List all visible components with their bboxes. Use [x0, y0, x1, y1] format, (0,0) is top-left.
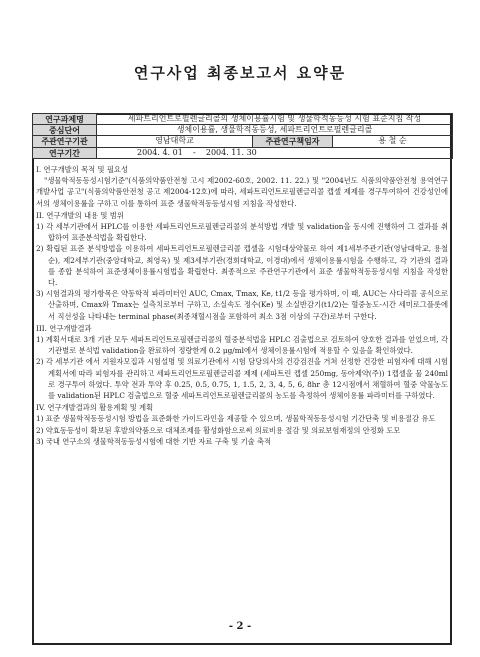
period-end: 2004. 11. 30	[205, 147, 257, 157]
list-item: 1) 계획서대로 3개 기관 모두 세파트리언트로필렌글리콜의 혈중분석법을 HPLC 검출법으로 검토하여 양호한 결과를 얻었으며, 각 기관별로 분석법 validation을 완료하여 정량한계 0.2 μg/ml에서 생체이용률시험에 적용할 수 있음을 확인하였다.	[36, 335, 448, 356]
period-separator: -	[192, 147, 196, 157]
pi-value: 용 철 순	[333, 136, 453, 147]
keywords-label: 중심단어	[33, 125, 97, 136]
period-label: 연구기간	[33, 147, 97, 158]
list-item: 2) 약효동등성이 확보된 후발의약품으로 대체조제를 활성화함으로써 의료비용 절감 및 의료보험재정의 안정화 도모	[36, 425, 401, 435]
list-item: 3) 시험결과의 평가항목은 약동학적 파라미터인 AUC, Cmax, Tmax, Ke, t1/2 등을 평가하며, 이 때, AUC는 사다리꼴 공식으로 산출하며, Cmax와 Tmax는 실측치로부터 구하고, 소실속도 정수(Ke) 및 소실반감기(t1/2)는 혈중농도-시간 세미로그플롯에서 직선성을 나타내는 terminal phase(최종채혈시점을 포함하여 최소 3점 이상의 구간)로부터 구한다.	[36, 289, 448, 321]
list-item: 2) 확립된 표준 분석방법을 이용하여 세파트리언트로필렌글리콜 캡셀을 시험대상약물로 하여 제1세부주관기관(영남대학교, 용철순), 제2세부기관(중앙대학교, 최영욱) 및 제3세부기관(경희대학교, 이경대)에서 생체이용률시험을 수행하고, 각 기관의 결과를 종합 분석하여 표준생체이용률시험법을 확립한다. 최종적으로 주관연구기관에서 표준 생물학적동등성시험 지침을 작성한다.	[36, 244, 449, 288]
task-name-label: 연구과제명	[33, 114, 97, 125]
table-row	[33, 147, 453, 158]
keywords-value: 생체이용률, 생물학적동등성, 세파트리언트로필렌글리콜	[97, 125, 453, 136]
list-item: 3) 국내 연구소의 생물학적동등성시험에 대한 기반 자료 구축 및 기술 축적	[36, 436, 272, 446]
list-item: 1) 표준 생물학적동등성시험 방법을 표준화한 가이드라인을 제공할 수 있으며, 생물학적동등성시험 기간단축 및 비용절감 유도	[36, 414, 436, 424]
section-heading-utilization: IV. 연구개발결과의 활용계획 및 계획	[36, 403, 154, 413]
table-row	[33, 125, 453, 136]
purpose-paragraph: "생물학적동등성시험기준"(식품의약품안전청 고시 제2002-60호, 2002. 11. 22.) 및 "2004년도 식품의약품안전청 용역연구개발사업 공고"(식품의약품안전청 공고 제2004-12호)에 따라, 세파트리언트로필렌글리콜 캡셀 제제를 경구투여하여 건강성인에서의 생체이용률을 구하고 이를 통하여 표준 생물학적동등성시험 지침을 작성한다.	[36, 176, 448, 208]
section-heading-scope: II. 연구개발의 내용 및 범위	[36, 210, 124, 220]
institution-value: 영남대학교	[97, 136, 253, 147]
page-number: - 2 -	[228, 621, 252, 632]
table-row	[33, 136, 453, 147]
summary-body	[36, 164, 448, 447]
list-item: 2) 각 세부기관 에서 지원자모집과 시험설명 및 의료기관에서 시험 담당의사의 건강검진을 거쳐 선정한 건강한 피험자에 대해 시험계획서에 따라 피험자를 관리하고 세파트리언트로필렌글리콜 제제 (세파트린 캡셀 250mg, 동아제약(주)) 1캡셀을 물 240ml로 경구투여 하였다. 투약 전과 투약 후 0.25, 0.5, 0.75, 1, 1.5, 2, 3, 4, 5, 6, 8hr 총 12시점에서 채혈하여 혈중 약물농도를 validation된 HPLC 검출법으로 혈중 세파트리언트로필렌글리콜의 농도를 측정하여 생체이용률 파라미터를 구하였다.	[36, 357, 448, 401]
institution-label: 주관연구기관	[33, 136, 97, 147]
document-title: 연구사업 최종보고서 요약문	[133, 64, 347, 82]
pi-label: 주관연구책임자	[253, 136, 333, 147]
section-heading-purpose: I. 연구개발의 목적 및 필요성	[36, 165, 129, 174]
list-item: 1) 각 세부기관에서 HPLC를 이용한 세파트리언트로필렌글리콜의 분석방법 개발 및 validation을 동시에 진행하여 그 결과를 취합하여 표준분석법을 확립한다.	[36, 222, 448, 243]
period-value	[97, 147, 453, 158]
summary-table	[32, 113, 453, 159]
section-heading-results: III. 연구개발결과	[36, 323, 92, 333]
period-start: 2004. 4. 01	[137, 147, 183, 157]
task-name-value: 세파트리언트로필렌글리콜의 생체이용률시험 및 생물학적동등성 시험 표준지침 작성	[97, 114, 453, 125]
table-row	[33, 114, 453, 125]
